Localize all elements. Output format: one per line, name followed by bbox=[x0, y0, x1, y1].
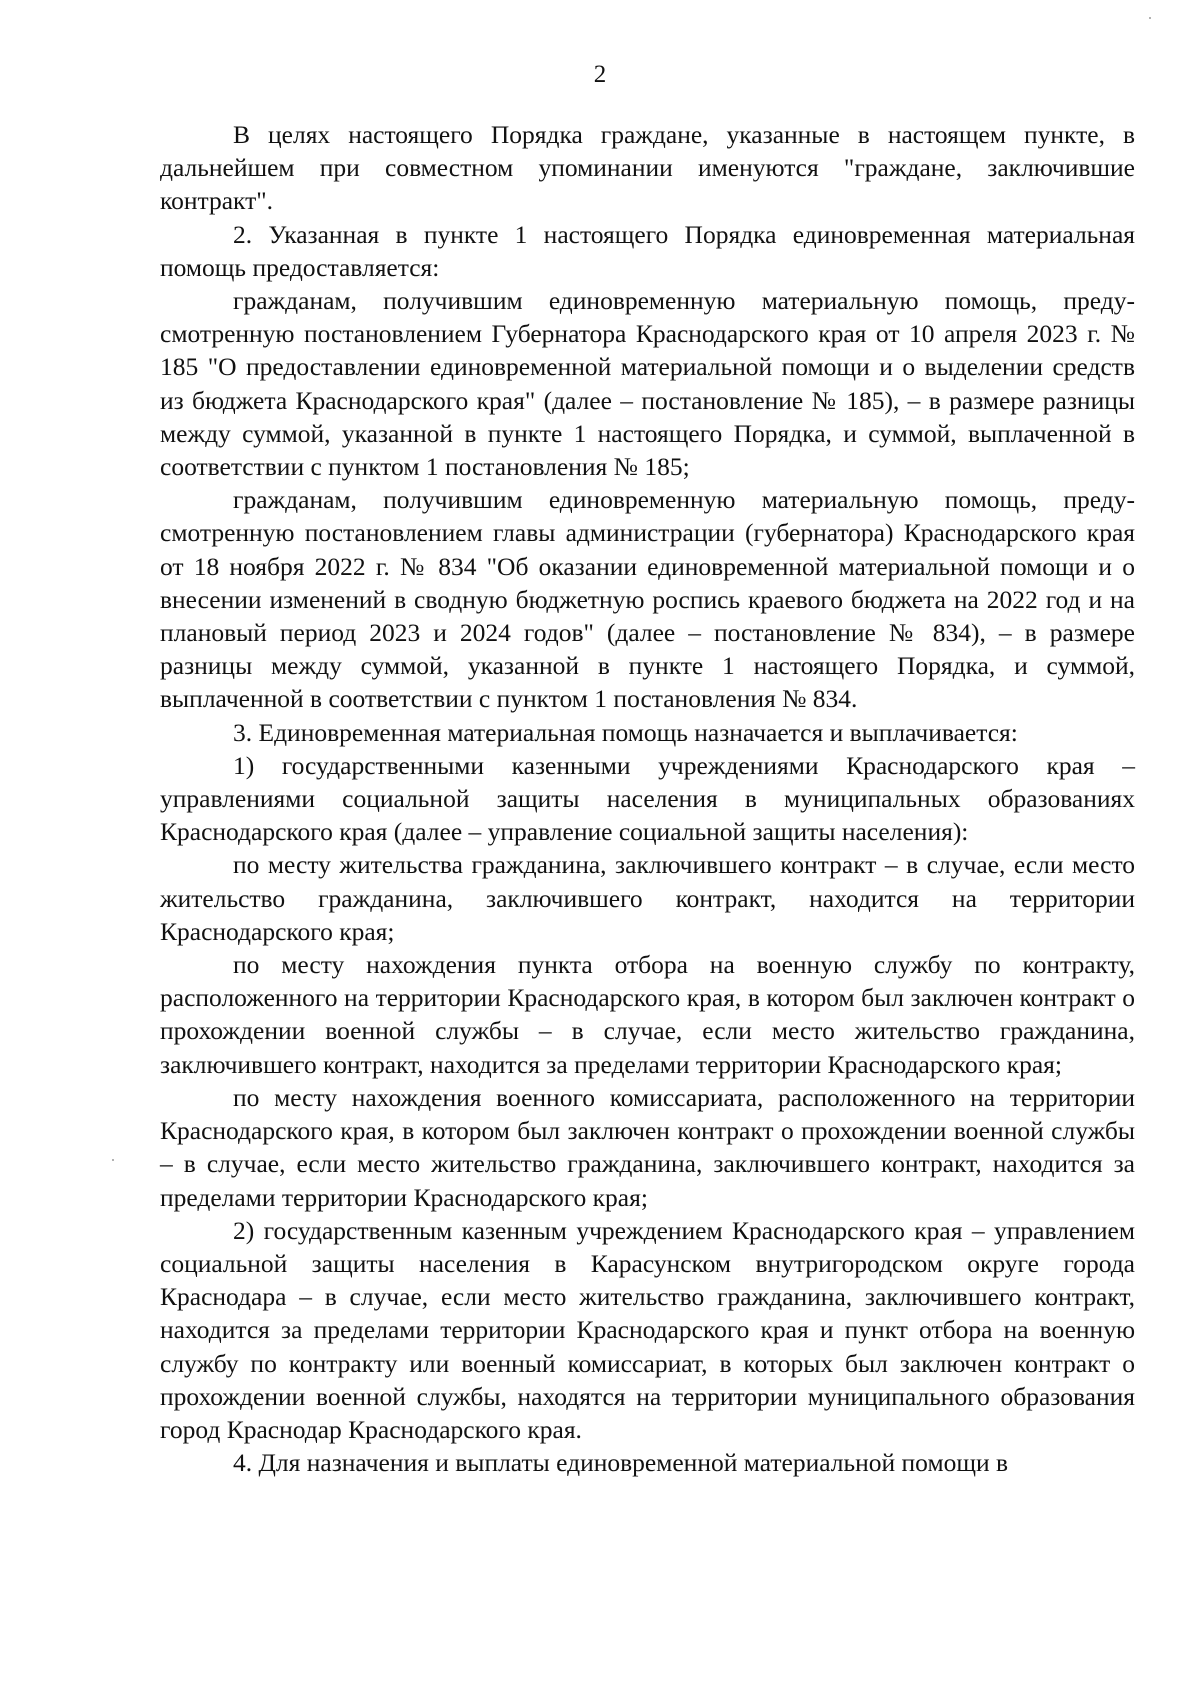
paragraph-clause-2: 2. Указанная в пункте 1 настоящего Порядка единовременная материальная помощь предоставляется: bbox=[160, 219, 1135, 282]
paragraph-definition-note: В целях настоящего Порядка граждане, указанные в настоящем пункте, в дальнейшем при совместном упоминании именуются "граждане, заключившие контракт". bbox=[160, 120, 1135, 216]
paragraph-selection-point: по месту нахождения пункта отбора на военную службу по контракту, расположенного на территории Краснодарского края, в котором был заключен контракт о прохождении военной службы – в случае, если место жительство гражданина, заключившего контракт, находится за пределами территории Краснодарского края; bbox=[160, 950, 1135, 1079]
paragraph-clause-4: 4. Для назначения и выплаты единовременной материальной помощи в bbox=[233, 1448, 1009, 1478]
page-number: 2 bbox=[593, 61, 607, 88]
paragraph-recipients-834: гражданам, получившим единовременную материальную помощь, предусмотренную постановлением главы администрации (губернатора) Краснодарского края от 18 ноября 2022 г. № 834 "Об оказании единовременной материальной помощи и о внесении изменений в сводную бюджетную роспись краевого бюджета на 2022 год и на плановый период 2023 и 2024 годов" (далее – постановление № 834), – в размере разницы между суммой, указанной в пункте 1 настоящего Порядка, и суммой, выплаченной в соответствии с пунктом 1 постановления № 834. bbox=[160, 485, 1135, 714]
paragraph-subclause-2: 2) государственным казенным учреждением Краснодарского края – управлением социальной защиты населения в Карасунском внутригородском округе города Краснодара – в случае, если место жительство гражданина, заключившего контракт, находится за пределами территории Краснодарского края и пункт отбора на военную службу по контракту или военный комиссариат, в которых был заключен контракт о прохождении военной службы, находятся на территории муниципального образования город Краснодар Краснодарского края. bbox=[160, 1215, 1135, 1444]
paragraph-subclause-1: 1) государственными казенными учреждениями Краснодарского края – управлениями социальной защиты населения в муниципальных образованиях Краснодарского края (далее – управление социальной защиты населения): bbox=[160, 750, 1135, 847]
paragraph-recipients-185: гражданам, получившим единовременную материальную помощь, предусмотренную постановлением Губернатора Краснодарского края от 10 апреля 2023 г. № 185 "О предоставлении единовременной материальной помощи и о выделении средств из бюджета Краснодарского края" (далее – постановление № 185), – в размере разницы между суммой, указанной в пункте 1 настоящего Порядка, и суммой, выплаченной в соответствии с пунктом 1 постановления № 185; bbox=[160, 286, 1135, 482]
scan-dot bbox=[112, 1159, 114, 1161]
paragraph-clause-3: 3. Единовременная материальная помощь назначается и выплачивается: bbox=[233, 717, 1018, 747]
scan-dot bbox=[1149, 17, 1151, 19]
paragraph-residence: по месту жительства гражданина, заключившего контракт – в случае, если место жительство гражданина, заключившего контракт, находится на территории Краснодарского края; bbox=[160, 850, 1135, 946]
document-body bbox=[160, 118, 1135, 1479]
paragraph-military-commissariat: по месту нахождения военного комиссариата, расположенного на территории Краснодарского края, в котором был заключен контракт о прохождении военной службы – в случае, если место жительство гражданина, заключившего контракт, находится за пределами территории Краснодарского края; bbox=[160, 1082, 1135, 1212]
